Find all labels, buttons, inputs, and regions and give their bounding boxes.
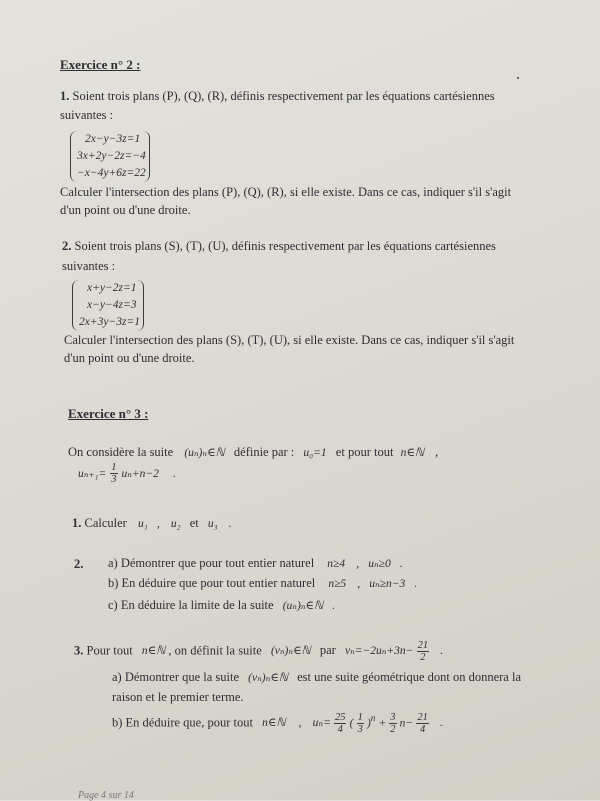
fraction-25-over-4 xyxy=(334,712,347,735)
fraction-denominator: 2 xyxy=(420,652,426,663)
sequence-v: (vₙ)ₙ∈ℕ xyxy=(270,645,311,658)
ex2-q1-number: 1. xyxy=(60,89,70,103)
n-in-naturals: n∈ℕ xyxy=(400,447,425,459)
period: . xyxy=(172,468,176,481)
ex3-q3-intro: Pour tout xyxy=(86,643,133,658)
ex2-q1-intro-line1 xyxy=(60,89,495,104)
comma: , xyxy=(156,518,160,530)
fraction-numerator: 3 xyxy=(390,712,396,723)
comma: , xyxy=(435,445,439,459)
fraction-numerator: 1 xyxy=(357,712,363,723)
condition-n-ge-4: n≥4 xyxy=(327,558,346,570)
ex3-and-for-all: et pour tout xyxy=(335,445,394,459)
un-expression-lhs: uₙ= xyxy=(312,717,331,730)
ex3-q1-line xyxy=(72,516,232,531)
ex3-q3-def: , on définit la suite xyxy=(168,643,262,658)
ex3-q3b-line xyxy=(112,712,443,735)
fraction-denominator: 2 xyxy=(390,724,396,735)
ex2-q2-equation-system xyxy=(72,280,144,331)
ex2-q2-number: 2. xyxy=(62,239,72,253)
equation-line: 2x+3y−3z=1 xyxy=(79,316,140,328)
period: . xyxy=(399,558,403,570)
ex2-q1-question-line1: Calculer l'intersection des plans (P), (Q), (R), si elle existe. Dans ce cas, indiquer s'il s'agit xyxy=(60,185,512,199)
initial-term: u₀=1 xyxy=(303,447,327,459)
comma: , xyxy=(357,578,361,590)
paren-close: ) xyxy=(366,717,371,730)
fraction-numerator: 1 xyxy=(111,462,117,473)
word-par: par xyxy=(319,643,336,658)
fraction-denominator: 3 xyxy=(111,474,117,485)
plus-sign: + xyxy=(378,717,387,730)
comma: , xyxy=(356,558,360,570)
recurrence-rhs: uₙ+n−2 xyxy=(121,468,159,481)
recurrence-lhs: uₙ₊₁= xyxy=(78,468,107,481)
fraction-numerator: 21 xyxy=(417,640,429,651)
equation-line: x−y−4z=3 xyxy=(87,299,137,311)
sequence-u: (uₙ)ₙ∈ℕ xyxy=(282,600,324,612)
period: . xyxy=(439,717,443,730)
ex2-q2-intro-line1 xyxy=(62,239,496,254)
ex2-q1-question-line2: d'un point ou d'une droite. xyxy=(60,203,191,217)
period: . xyxy=(332,600,336,612)
ex3-q2-number xyxy=(74,557,83,572)
ex3-q3a-text-a: a) Démontrer que la suite xyxy=(112,670,240,684)
sequence-u: (uₙ)ₙ∈ℕ xyxy=(184,447,225,459)
fraction-21-over-4 xyxy=(416,712,429,735)
ex3-q1-number: 1. xyxy=(72,516,82,530)
exercise-2-title: Exercice n° 2 : xyxy=(60,57,141,72)
equation-line: x+y−2z=1 xyxy=(87,282,137,294)
fraction-numerator: 25 xyxy=(334,712,346,723)
ex3-q1-text: Calculer xyxy=(84,516,127,530)
fraction-one-third xyxy=(110,462,117,485)
period: . xyxy=(440,645,444,658)
term-u3: u₃ xyxy=(207,518,218,530)
ex2-q2-intro-line2: suivantes : xyxy=(62,259,116,273)
period: . xyxy=(414,578,418,590)
ex2-q1-intro-line2: suivantes : xyxy=(60,108,114,122)
exponent-n: n xyxy=(370,713,376,724)
page-footer: Page 4 sur 14 xyxy=(78,790,134,801)
period: . xyxy=(228,518,232,530)
ex3-q2c-text: c) En déduire la limite de la suite xyxy=(108,598,274,612)
ex3-q2a-text: a) Démontrer que pour tout entier naturel xyxy=(108,556,315,570)
ex3-q3b-text: b) En déduire que, pour tout xyxy=(112,715,253,730)
condition-n-ge-5: n≥5 xyxy=(328,578,347,590)
fraction-numerator: 21 xyxy=(417,712,428,723)
ex3-q2c-line xyxy=(108,598,335,613)
ex3-q2b-text: b) En déduire que pour tout entier naturel xyxy=(108,576,316,590)
fraction-denominator: 4 xyxy=(337,724,343,735)
number-label: 2. xyxy=(74,557,84,571)
fraction-one-third xyxy=(357,712,364,735)
ex3-q3-line xyxy=(74,640,443,663)
fraction-3-over-2 xyxy=(389,712,396,735)
ex2-q1-equation-system xyxy=(70,131,150,182)
term-u2: u₂ xyxy=(170,518,181,530)
ex2-q2-question-line2: d'un point ou d'une droite. xyxy=(64,351,195,365)
equation-line: −x−4y+6z=22 xyxy=(77,167,146,179)
sequence-v: (vₙ)ₙ∈ℕ xyxy=(248,672,288,684)
ex3-q3a-line1 xyxy=(112,670,521,685)
result-un-ge-0: uₙ≥0 xyxy=(368,558,391,570)
ex2-q1-intro-text: Soient trois plans (P), (Q), (R), définis respectivement par les équations cartésiennes xyxy=(72,89,495,103)
n-in-naturals: n∈ℕ xyxy=(141,645,166,658)
paper-speck xyxy=(517,77,519,79)
ex3-q2b-line xyxy=(108,576,417,591)
ex2-q2-intro-text: Soient trois plans (S), (T), (U), définis respectivement par les équations cartésiennes xyxy=(74,239,496,253)
paren-open: ( xyxy=(349,717,354,730)
term-u1: u₁ xyxy=(137,518,148,530)
result-un-ge-n-3: uₙ≥n−3 xyxy=(369,578,406,590)
ex3-q3a-text-b: est une suite géométrique dont on donnera la xyxy=(297,670,522,684)
v-definition: vₙ=−2uₙ+3n− xyxy=(344,645,414,658)
ex3-q3-number: 3. xyxy=(74,643,84,658)
ex3-q2a-line xyxy=(108,556,403,571)
word-et: et xyxy=(189,516,199,530)
ex2-q2-question-line1: Calculer l'intersection des plans (S), (T), (U), si elle existe. Dans ce cas, indiquer s'il s'agit xyxy=(64,333,515,347)
n-minus: n− xyxy=(399,717,414,730)
ex3-intro-line xyxy=(68,445,438,460)
equation-line: 3x+2y−2z=−4 xyxy=(77,150,146,162)
recurrence-relation xyxy=(78,462,176,485)
ex3-defined-by: définie par : xyxy=(233,445,295,459)
n-in-naturals: n∈ℕ xyxy=(262,717,286,730)
equation-line: 2x−y−3z=1 xyxy=(85,133,141,145)
ex3-intro-text: On considère la suite xyxy=(68,445,174,459)
fraction-denominator: 3 xyxy=(357,724,363,735)
fraction-21-over-2 xyxy=(417,640,430,663)
comma: , xyxy=(298,717,302,730)
fraction-denominator: 4 xyxy=(419,724,426,735)
ex3-q3a-line2: raison et le premier terme. xyxy=(112,690,244,704)
exercise-3-title: Exercice n° 3 : xyxy=(68,406,149,421)
